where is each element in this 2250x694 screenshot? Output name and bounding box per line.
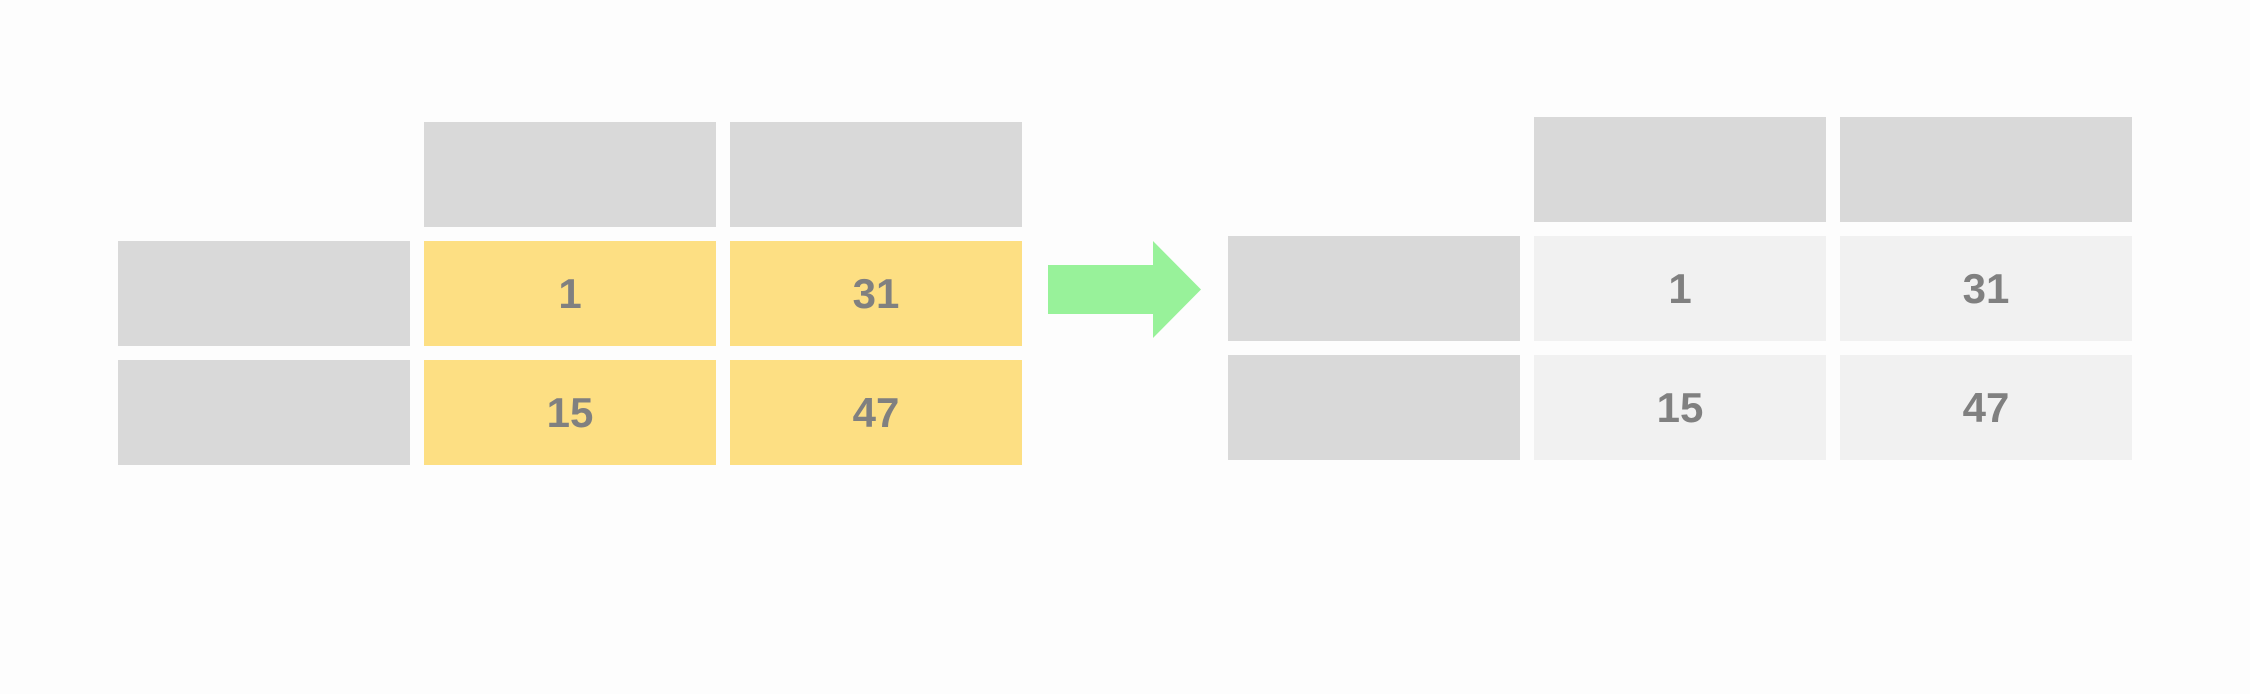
- left-column-header-2: [730, 122, 1022, 227]
- right-cell-r2-c1: 15: [1534, 355, 1826, 460]
- left-row-label-1: [118, 241, 410, 346]
- left-cell-r2-c1: 15: [424, 360, 716, 465]
- left-cell-r2-c2: 47: [730, 360, 1022, 465]
- left-cell-r1-c1: 1: [424, 241, 716, 346]
- right-column-header-2: [1840, 117, 2132, 222]
- right-column-header-1: [1534, 117, 1826, 222]
- left-column-header-1: [424, 122, 716, 227]
- right-cell-r2-c2: 47: [1840, 355, 2132, 460]
- right-row-label-2: [1228, 355, 1520, 460]
- right-cell-r1-c1: 1: [1534, 236, 1826, 341]
- right-arrow-icon: [1048, 241, 1203, 338]
- left-row-label-2: [118, 360, 410, 465]
- right-cell-r1-c2: 31: [1840, 236, 2132, 341]
- right-row-label-1: [1228, 236, 1520, 341]
- left-cell-r1-c2: 31: [730, 241, 1022, 346]
